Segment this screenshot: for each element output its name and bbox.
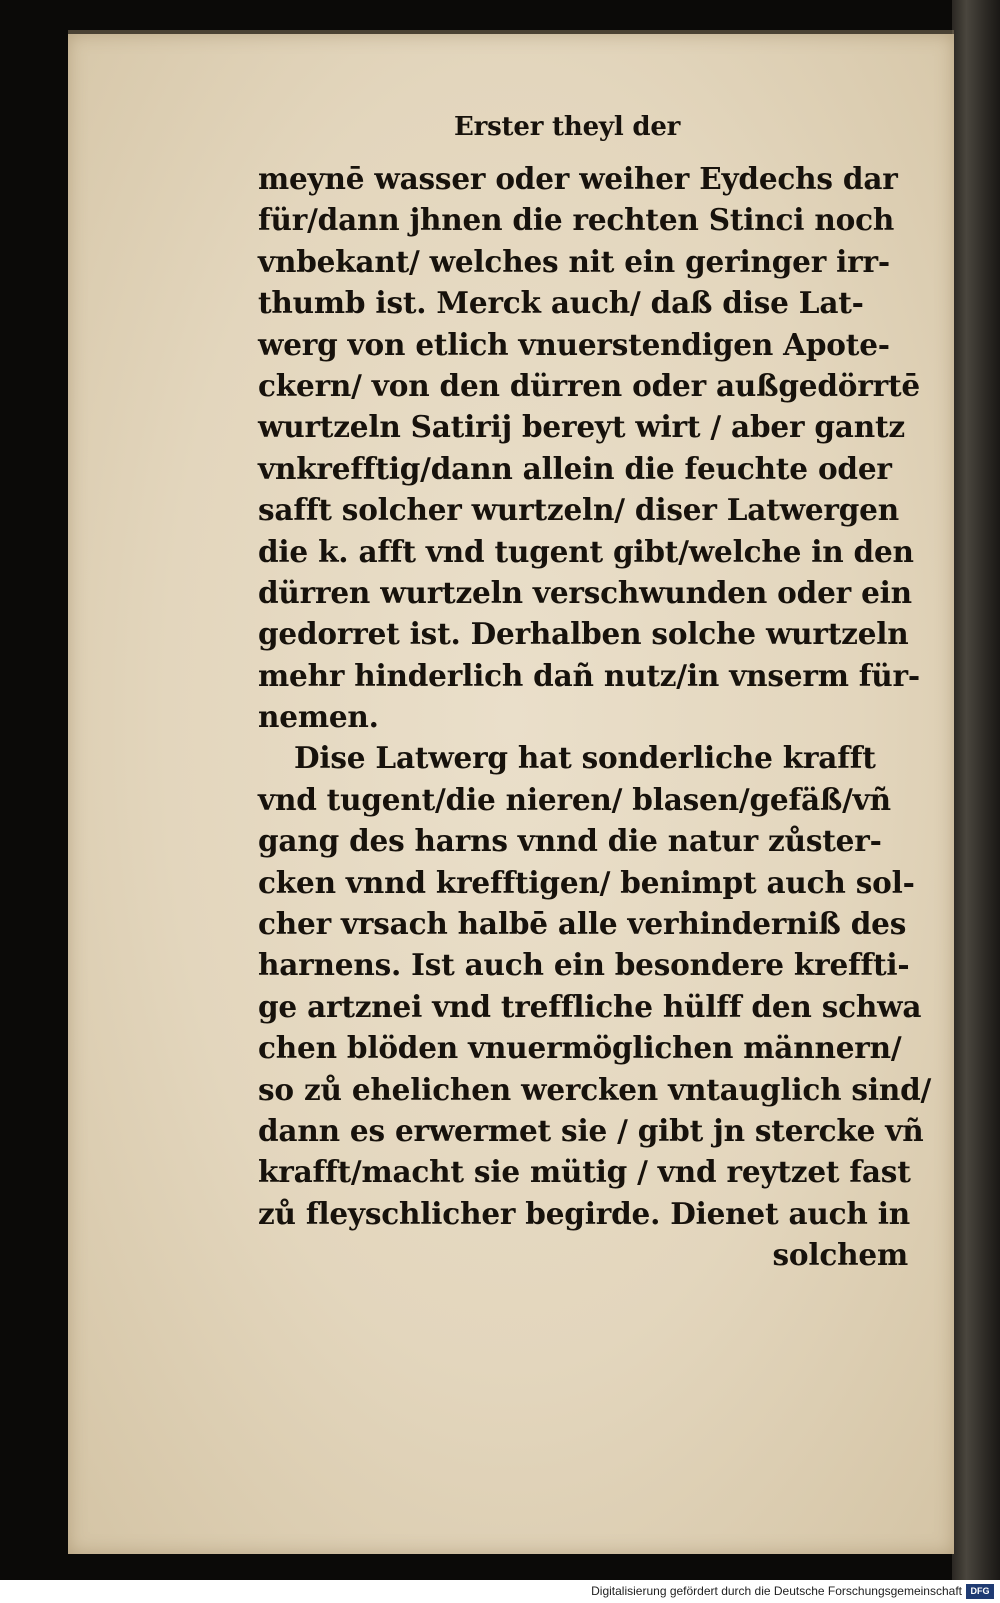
- text-line: gang des harns vnnd die natur zůster-: [258, 823, 882, 859]
- text-line: krafft/macht sie mütig / vnd reytzet fast: [258, 1154, 911, 1190]
- text-line: dann es erwermet sie / gibt jn stercke vñ: [258, 1112, 924, 1148]
- catchword: solchem: [772, 1237, 908, 1273]
- book-spine-edge: [952, 0, 1000, 1580]
- text-line: thumb ist. Merck auch/ daß dise Lat-: [258, 285, 864, 321]
- text-line: cken vnnd krefftigen/ benimpt auch sol-: [258, 864, 915, 900]
- text-line: chen blöden vnuermöglichen männern/: [258, 1030, 902, 1066]
- text-line: mehr hinderlich dañ nutz/in vnserm für-: [258, 657, 920, 693]
- text-line: dürren wurtzeln verschwunden oder ein: [258, 574, 912, 610]
- text-line: gedorret ist. Derhalben solche wurtzeln: [258, 616, 909, 652]
- text-line: safft solcher wurtzeln/ diser Latwergen: [258, 492, 899, 528]
- funding-credit: Digitalisierung gefördert durch die Deutsche Forschungsgemeinschaft: [591, 1584, 962, 1598]
- paragraph-first-line: Dise Latwerg hat sonderliche krafft: [294, 740, 876, 776]
- text-line: ckern/ von den dürren oder außgedörrtē: [258, 367, 920, 403]
- text-line: harnens. Ist auch ein besondere kreffti-: [258, 947, 910, 983]
- text-line: zů fleyschlicher begirde. Dienet auch in: [258, 1195, 910, 1231]
- text-line: cher vrsach halbē alle verhinderniß des: [258, 906, 907, 942]
- text-line: vnbekant/ welches nit ein geringer irr-: [258, 243, 890, 279]
- dfg-logo-icon: DFG: [966, 1584, 994, 1599]
- page-text-block: [258, 104, 932, 1276]
- text-line: für/dann jhnen die rechten Stinci noch: [258, 202, 895, 238]
- footer-bar: [0, 1580, 1000, 1603]
- text-line: so zů ehelichen wercken vntauglich sind/: [258, 1071, 932, 1107]
- text-line: die k. afft vnd tugent gibt/welche in den: [258, 533, 914, 569]
- text-line: vnd tugent/die nieren/ blasen/gefäß/vñ: [258, 781, 891, 817]
- text-line: ge artznei vnd treffliche hülff den schwa: [258, 988, 922, 1024]
- text-line: wurtzeln Satirij bereyt wirt / aber gantz: [258, 409, 905, 445]
- text-line: meynē wasser oder weiher Eydechs dar: [258, 161, 898, 196]
- running-head: Erster theyl der: [454, 112, 681, 142]
- text-line: nemen.: [258, 699, 379, 735]
- text-line: vnkrefftig/dann allein die feuchte oder: [258, 450, 892, 486]
- text-line: werg von etlich vnuerstendigen Apote-: [258, 326, 890, 362]
